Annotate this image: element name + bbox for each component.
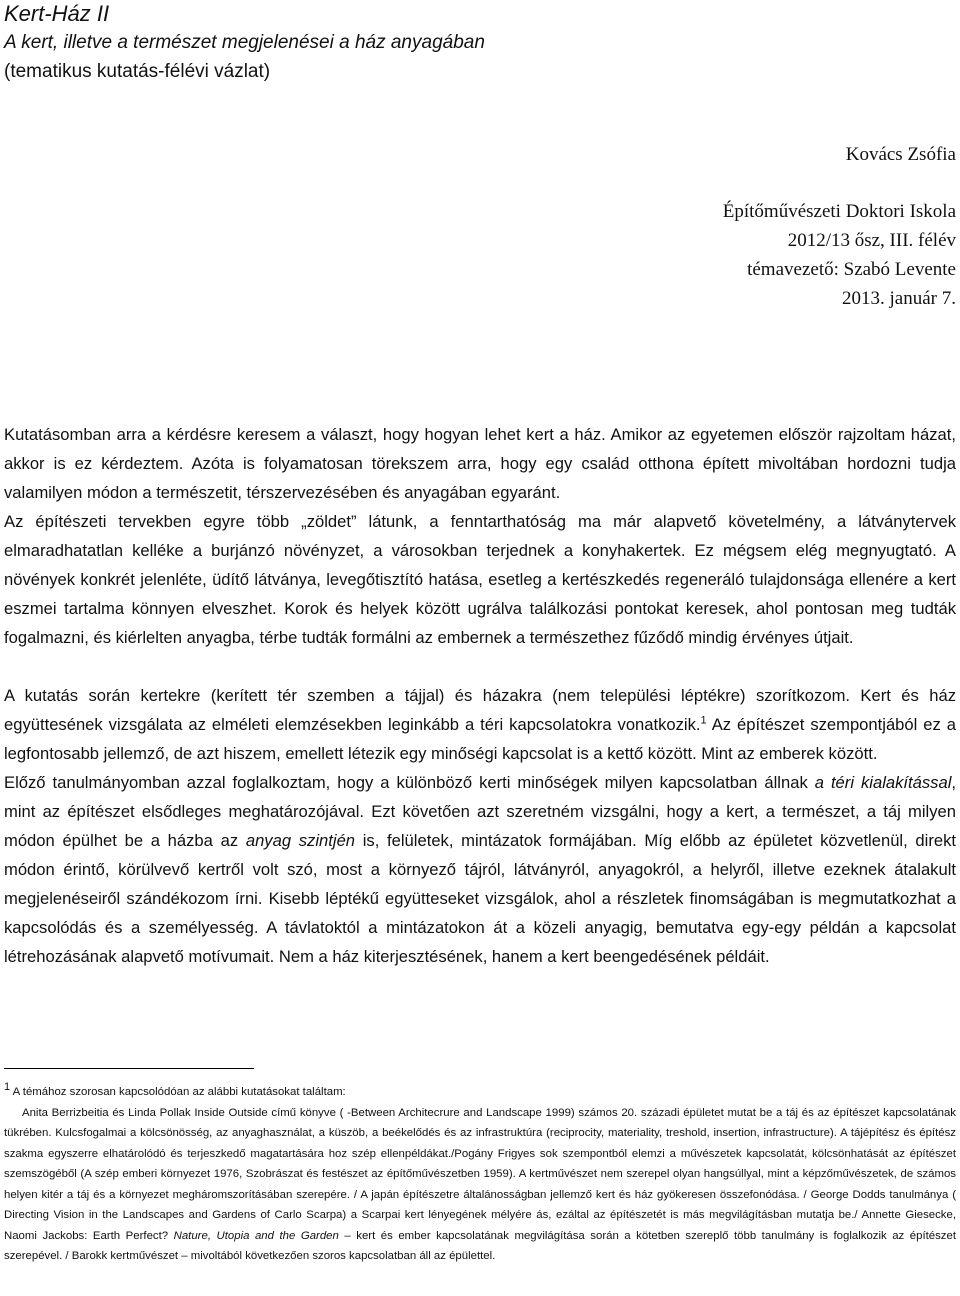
author-name: Kovács Zsófia (845, 144, 956, 165)
paragraph-1: Kutatásomban arra a kérdésre keresem a választ, hogy hogyan lehet kert a ház. Amikor az egyetemen először rajzoltam házat, akkor is ez kérdeztem. Azóta is folyamatosan törekszem arra, hogy egy család otthona épített mivoltában hordozni tudja valamilyen módon a természetit, térszervezésében és anyagában egyaránt. (4, 425, 956, 502)
page-subtitle-note: (tematikus kutatás-félévi vázlat) (4, 61, 271, 82)
author-semester: 2012/13 ősz, III. félév (787, 230, 956, 251)
paragraph-3-text-b: Az építészet szempontjából ez a legfontosabb jellemző, de azt hiszem, emellett létezik egy minőségi kapcsolat is a kettő között. Mint az emberek között. (4, 715, 956, 763)
footnote-divider (4, 1068, 254, 1069)
paragraph-4 (4, 768, 956, 971)
page-title: Kert-Ház II (4, 1, 110, 26)
footnote-ref[interactable]: 1 (700, 714, 707, 727)
paragraph-4-text-b: , mint az építészet elsődleges meghatározójával. Ezt követően azt szeretném vizsgálni, hogy a kert, a természet, a táj milyen módon épülhet be a házba az (4, 773, 956, 850)
paragraph-2: Az építészeti tervekben egyre több „zöldet” látunk, a fenntarthatóság ma már alapvető követelmény, a látványtervek elmaradhatatlan kelléke a burjánzó növényzet, a városokban terjednek a konyhakertek. Ez mégsem elég megnyugtató. A növények konkrét jelenléte, üdítő látványa, levegőtisztító hatása, esetleg a kertészkedés regeneráló tulajdonsága ellenére a kert eszmei tartalma könnyen elveszhet. Korok és helyek között ugrálva találkozási pontokat keresek, ahol pontosan meg tudták fogalmazni, és kiérlelten anyagba, térbe tudták formálni az embernek a természethez fűződő mindig érvényes útjait. (4, 512, 956, 647)
author-block (723, 140, 956, 313)
author-school: Építőművészeti Doktori Iskola (722, 201, 956, 222)
paragraph-3-text-a: A kutatás során kertekre (kerített tér szemben a tájjal) és házakra (nem települési léptékre) szorítkozom. Kert és ház együttesének vizsgálata az elméleti elemzésekben leginkább a téri kapcsolatokra vonatkozik. (4, 686, 956, 734)
paragraph-4-emphasis-1: a téri kialakítással (814, 773, 952, 792)
author-supervisor: témavezető: Szabó Levente (747, 259, 956, 280)
title-block (4, 0, 956, 86)
footnote-body (4, 1103, 956, 1267)
paragraph-3 (4, 681, 956, 768)
paragraph-4-text-c: is, felületek, mintázatok formájában. Míg előbb az épületet közvetlenül, direkt módon érintő, körülvevő kertről volt szó, most a környező tájról, látványról, anyagokról, a helyről, illetve ezeknek átalakult megjelenéseiről szándékozom írni. Kisebb léptékű együtteseket vizsgálok, ahol a részletek finomságában is megmutatkozhat a kapcsolódás és a személyesség. A távlatoktól a mintázatokon át a közeli anyagig, bemutatva egy-egy példán a kapcsolat létrehozásának alapvető motívumait. Nem a ház kiterjesztésének, hanem a kert beengedésének példáit. (4, 831, 956, 966)
author-date: 2013. január 7. (842, 288, 956, 309)
footnote-text-b: – kert és ember kapcsolatának megvilágítása során a kötetben szereplő több tanulmány is foglalkozik az építészet szerepével. / Barokk kertművészet – mivoltából következően szoros kapcsolatban áll az épülettel. (4, 1229, 957, 1262)
footnote-head (4, 1082, 956, 1103)
footnote (4, 1082, 956, 1267)
paragraph-4-text-a: Előző tanulmányomban azzal foglalkoztam, hogy a különböző kerti minőségek milyen kapcsolatban állnak (4, 773, 815, 792)
paragraph-4-emphasis-2: anyag szintjén (245, 831, 356, 850)
body-text (4, 420, 956, 971)
footnote-text-a: Anita Berrizbeitia és Linda Pollak Inside Outside című könyve ( -Between Architecrure and Landscape 1999) számos 20. századi épületet mutat be a táj és az építészet kapcsolatának tükrében. Kulcsfogalmai a kölcsönösség, az anyaghasználat, a küszöb, a beékelődés és az infrastruktúra (reciprocity, materiality, treshold, insertion, infrastructure). A tájépítész és építész szakma egyszerre elhatárolódó és terjeszkedő magatartására hoz szép ellenpéldákat./Pogány Frigyes sok szempontból elemzi a művészetek kapcsolatát, kölcsönhatását az építészet szemszögéből (A szép emberi környezet 1976, Szobrászat és festészet az építőművészetben 1959). A kertművészet nem szerepel olyan hangsúllyal, mint a képzőművészetek, de számos helyen kitér a táj és a környezet megháromszorításában szerepére. / A japán építészetre általánosságban jellemző kert és ház gyökeresen összefonódása. / George Dodds tanulmánya ( Directing Vision in the Landscapes and Gardens of Carlo Scarpa) a Scarpai kert lényegének mélyére ás, ezáltal az építészetét is más megvilágításban mutatja be./ Annette Giesecke, Naomi Jackobs: Earth Perfect? (4, 1106, 956, 1242)
footnote-emphasis: Nature, Utopia and the Garden (173, 1229, 339, 1242)
footnote-number: 1 (4, 1081, 11, 1094)
page-subtitle: A kert, illetve a természet megjelenései a ház anyagában (4, 32, 485, 53)
footnote-head-text: A témához szorosan kapcsolódóan az alábbi kutatásokat találtam: (10, 1086, 346, 1098)
